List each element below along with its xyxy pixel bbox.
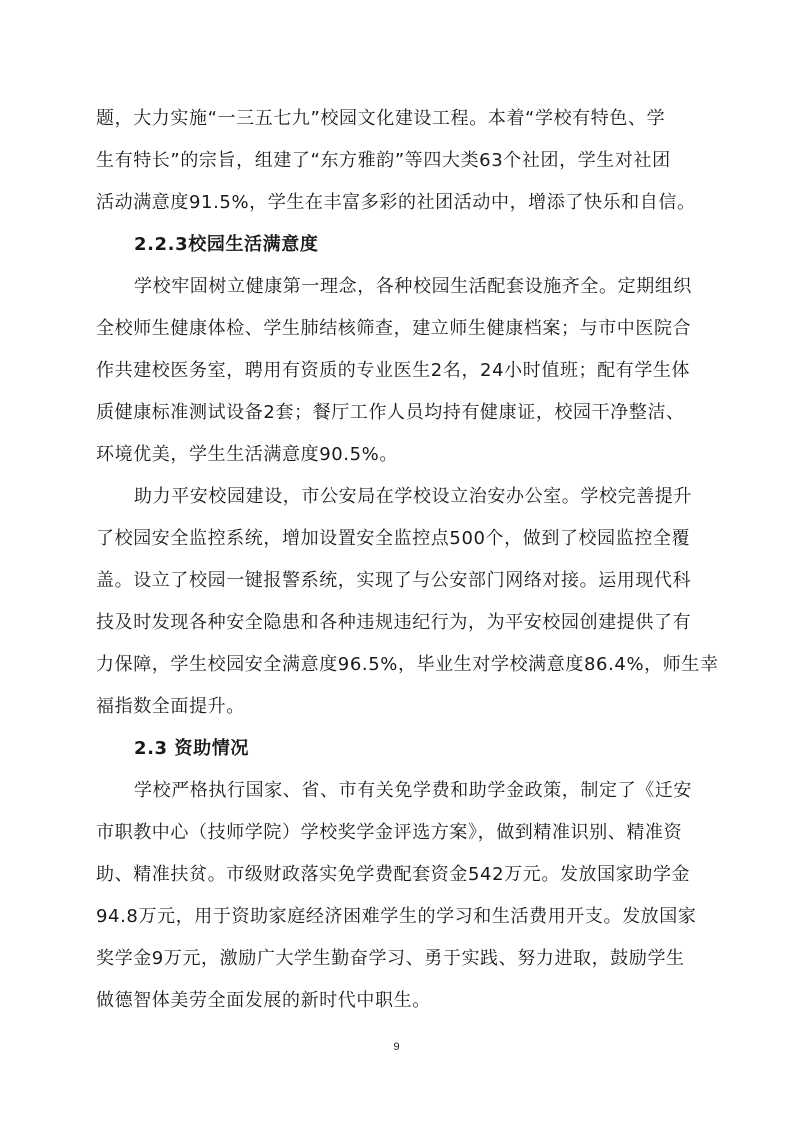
paragraph-line: 质健康标准测试设备2套；餐厅工作人员均持有健康证，校园干净整洁、: [96, 402, 685, 423]
section-heading-2-2-3: 2.2.3校园生活满意度: [134, 234, 319, 255]
paragraph-line: 学校严格执行国家、省、市有关免学费和助学金政策，制定了《迁安: [134, 780, 692, 801]
paragraph-line: 做德智体美劳全面发展的新时代中职生。: [96, 990, 431, 1011]
paragraph-line: 作共建校医务室，聘用有资质的专业医生2名，24小时值班；配有学生体: [96, 360, 691, 381]
paragraph-line: 福指数全面提升。: [96, 696, 245, 717]
section-heading-2-3: 2.3 资助情况: [134, 738, 249, 759]
paragraph-line: 助力平安校园建设，市公安局在学校设立治安办公室。学校完善提升: [134, 486, 692, 507]
paragraph-line: 了校园安全监控系统，增加设置安全监控点500个，做到了校园监控全覆: [96, 528, 691, 549]
paragraph-line: 助、精准扶贫。市级财政落实免学费配套资金542万元。发放国家助学金: [96, 864, 691, 885]
paragraph-line: 奖学金9万元，激励广大学生勤奋学习、勇于实践、努力进取，鼓励学生: [96, 948, 685, 969]
paragraph-line: 生有特长”的宗旨，组建了“东方雅韵”等四大类63个社团，学生对社团: [96, 150, 671, 171]
page-number: 9: [393, 1041, 400, 1053]
paragraph-line: 全校师生健康体检、学生肺结核筛查，建立师生健康档案；与市中医院合: [96, 318, 692, 339]
paragraph-line: 学校牢固树立健康第一理念，各种校园生活配套设施齐全。定期组织: [134, 276, 692, 297]
paragraph-line: 盖。设立了校园一键报警系统，实现了与公安部门网络对接。运用现代科: [96, 570, 692, 591]
paragraph-line: 环境优美，学生生活满意度90.5%。: [96, 444, 398, 465]
paragraph-line: 活动满意度91.5%，学生在丰富多彩的社团活动中，增添了快乐和自信。: [96, 192, 696, 213]
paragraph-line: 力保障，学生校园安全满意度96.5%，毕业生对学校满意度86.4%，师生幸: [96, 654, 719, 675]
paragraph-line: 题，大力实施“一三五七九”校园文化建设工程。本着“学校有特色、学: [96, 108, 666, 129]
paragraph-line: 94.8万元，用于资助家庭经济困难学生的学习和生活费用开支。发放国家: [96, 906, 697, 927]
paragraph-line: 市职教中心（技师学院）学校奖学金评选方案》，做到精准识别、精准资: [96, 822, 683, 843]
paragraph-line: 技及时发现各种安全隐患和各种违规违纪行为，为平安校园创建提供了有: [96, 612, 692, 633]
